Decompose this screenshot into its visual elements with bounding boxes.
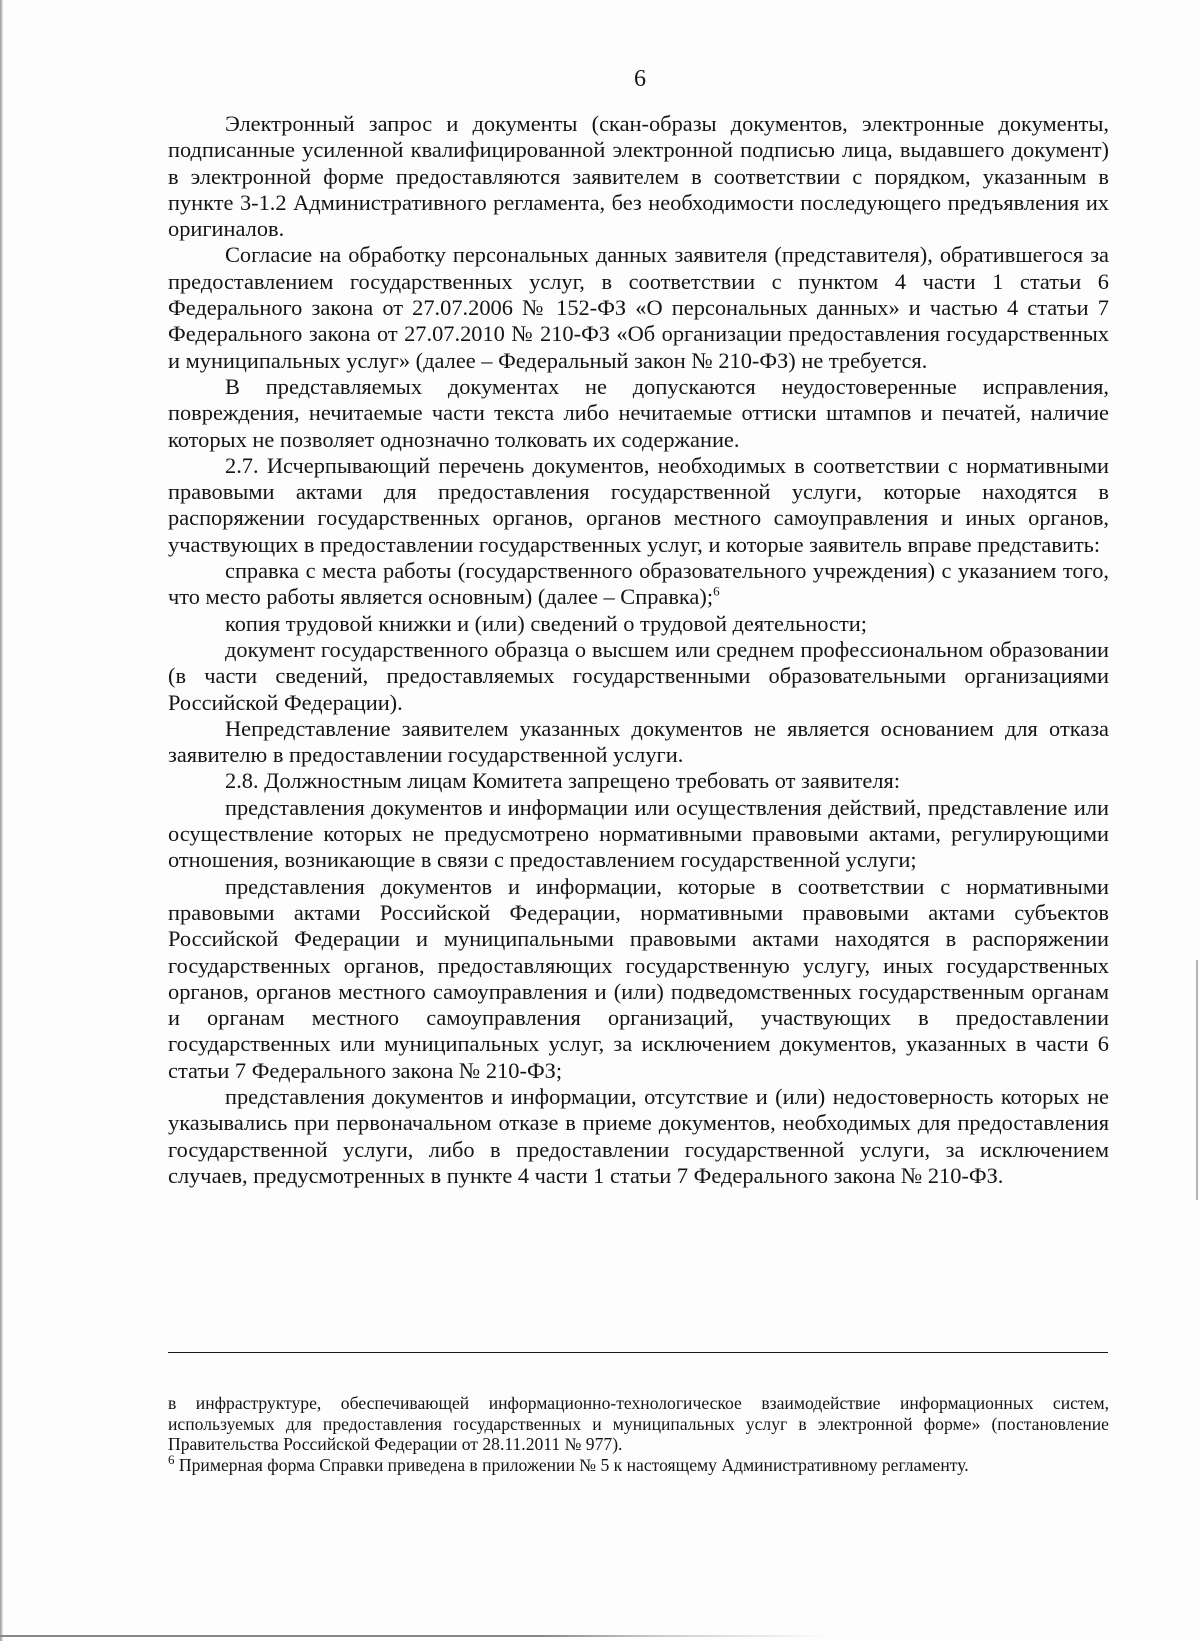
footnote-continuation: в инфраструктуре, обеспечивающей информационно-технологическое взаимодействие информационных систем, используемых для предоставления государственных и муниципальных услуг в электронной форме» (постановление Правительства Российской Федерации от 28.11.2011 № 977). bbox=[168, 1393, 1109, 1454]
footnote-separator bbox=[168, 1352, 1108, 1353]
scan-left-edge bbox=[0, 0, 3, 1641]
scan-right-edge bbox=[1196, 960, 1198, 1200]
footnote-6-marker: 6 bbox=[168, 1451, 175, 1467]
footnote-reference: 6 bbox=[713, 583, 720, 599]
body-text bbox=[168, 111, 1109, 1189]
list-item-prohibited-1: представления документов и информации или осуществления действий, представление или осуществление которых не предусмотрено нормативными правовыми актами, регулирующими отношения, возникающие в связи с предоставлением государственной услуги; bbox=[168, 794, 1109, 873]
footnote-6-text: Примерная форма Справки приведена в приложении № 5 к настоящему Административному регламенту. bbox=[174, 1454, 969, 1475]
paragraph-non-submission: Непредставление заявителем указанных документов не является основанием для отказа заявителю в предоставлении государственной услуги. bbox=[168, 715, 1109, 768]
list-item-education-document: документ государственного образца о высшем или среднем профессиональном образовании (в части сведений, предоставляемых государственными образовательными организациями Российской Федерации). bbox=[168, 636, 1109, 715]
paragraph-section-2-8: 2.8. Должностным лицам Комитета запрещено требовать от заявителя: bbox=[225, 768, 901, 794]
footnote-6 bbox=[168, 1451, 1109, 1476]
page-number: 6 bbox=[634, 66, 646, 92]
scan-bottom-edge bbox=[0, 1635, 1200, 1637]
paragraph-personal-data-consent: Согласие на обработку персональных данных заявителя (представителя), обратившегося за предоставлением государственных услуг, в соответствии с пунктом 4 части 1 статьи 6 Федерального закона от 27.07.2006 № 152-ФЗ «О персональных данных» и частью 4 статьи 7 Федерального закона от 27.07.2010 № 210-ФЗ «Об организации предоставления государственных и муниципальных услуг» (далее – Федеральный закон № 210-ФЗ) не требуется. bbox=[168, 242, 1109, 373]
list-item-employment-certificate-text: справка с места работы (государственного образовательного учреждения) с указанием того, что место работы является основным) (далее – Справка); bbox=[168, 558, 1109, 610]
list-item-prohibited-3: представления документов и информации, отсутствие и (или) недостоверность которых не указывались при первоначальном отказе в приеме документов, необходимых для предоставления государственной услуги, либо в предоставлении государственной услуги, за исключением случаев, предусмотренных в пункте 4 части 1 статьи 7 Федерального закона № 210-ФЗ. bbox=[168, 1083, 1109, 1188]
paragraph-document-corrections: В представляемых документах не допускаются неудостоверенные исправления, повреждения, нечитаемые части текста либо нечитаемые оттиски штампов и печатей, наличие которых не позволяет однозначно толковать их содержание. bbox=[168, 373, 1109, 452]
footnotes bbox=[168, 1393, 1109, 1475]
list-item-prohibited-2: представления документов и информации, которые в соответствии с нормативными правовыми актами Российской Федерации, нормативными правовыми актами субъектов Российской Федерации и муниципальными правовыми актами находятся в распоряжении государственных органов, предоставляющих государственную услугу, иных государственных органов, органов местного самоуправления и (или) подведомственных государственным органам и органам местного самоуправления организаций, участвующих в предоставлении государственных или муниципальных услуг, за исключением документов, указанных в части 6 статьи 7 Федерального закона № 210-ФЗ; bbox=[168, 873, 1109, 1083]
list-item-employment-certificate bbox=[168, 558, 1109, 611]
list-item-work-record-copy: копия трудовой книжки и (или) сведений о трудовой деятельности; bbox=[225, 610, 867, 636]
paragraph-section-2-7: 2.7. Исчерпывающий перечень документов, необходимых в соответствии с нормативными правовыми актами для предоставления государственной услуги, которые находятся в распоряжении государственных органов, органов местного самоуправления и иных органов, участвующих в предоставлении государственных услуг, и которые заявитель вправе представить: bbox=[168, 452, 1109, 557]
paragraph-electronic-request: Электронный запрос и документы (скан-образы документов, электронные документы, подписанные усиленной квалифицированной электронной подписью лица, выдавшего документ) в электронной форме предоставляются заявителем в соответствии с порядком, указанным в пункте 3-1.2 Административного регламента, без необходимости последующего предъявления их оригиналов. bbox=[168, 111, 1109, 242]
